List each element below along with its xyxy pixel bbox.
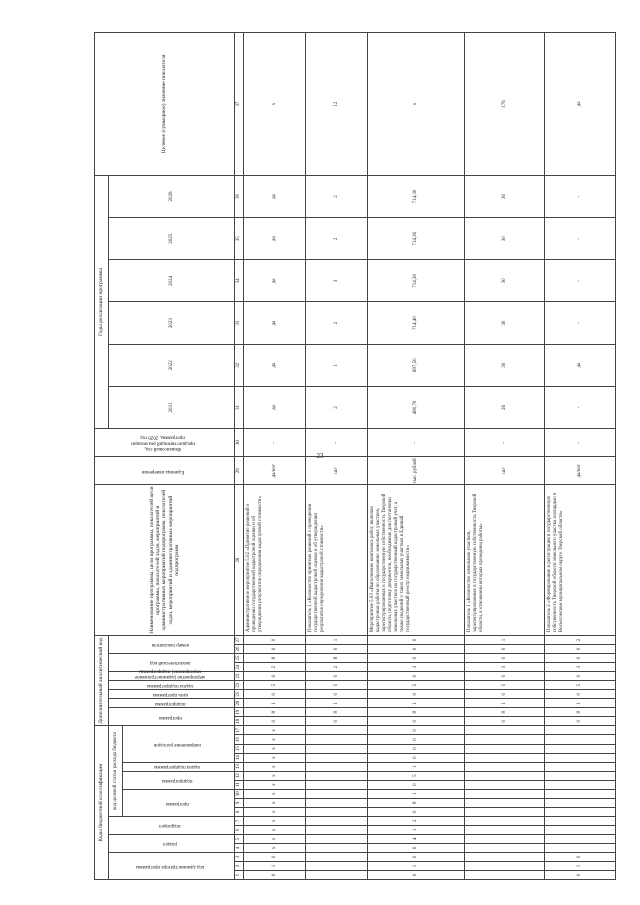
header-kbk: Коды бюджетной классификации [95,726,109,880]
year-value-cell: 30 [465,260,545,302]
code-cell [465,870,545,879]
code-cell: 0 [545,690,616,699]
column-number: 37 [235,33,244,176]
code-cell [465,780,545,789]
code-cell [545,807,616,816]
code-cell: 8 [306,708,368,717]
code-cell: 0 [244,852,306,861]
year-value-cell: 714,40 [368,302,465,344]
year-value-cell: да [244,302,306,344]
header-podrazdel: подраздел [109,816,235,834]
code-cell: 0 [244,645,306,654]
header-dop-nomer: номер показателя [109,635,235,653]
table-row [545,33,616,880]
column-number: 36 [235,175,244,217]
code-cell [465,834,545,843]
code-cell: x [244,816,306,825]
year-value-cell: 30 [465,344,545,386]
code-cell: 3 [465,663,545,672]
column-number: 22 [235,681,244,690]
year-value-cell: 1 [306,344,368,386]
header-fin-year: Финансовый год, предшествующий реализации программы, 2020 год [95,429,235,457]
indicator-name: Мероприятие 5.03 «Выполнение комплекса работ, включая кадастровые работы по образованию земельных участков, зарегистрированных в государственную собственность Тверской области, подготовку документов, необходимых для постановки земельных участков на государственный кадастровый учет, а также сведений о таких земельных участках в Единый государственный реестр недвижимости» [368,485,465,636]
code-cell: 8 [465,708,545,717]
code-cell: 0 [368,672,465,681]
code-cell [545,843,616,852]
code-cell: 0 [465,690,545,699]
column-numbers-row [235,33,244,880]
code-cell: 8 [545,708,616,717]
code-cell [465,825,545,834]
column-number: 26 [235,645,244,654]
code-cell: 2 [244,663,306,672]
column-number: 18 [235,717,244,726]
year-value-cell: да [244,260,306,302]
code-cell [465,789,545,798]
code-cell: 0 [244,717,306,726]
code-cell [465,753,545,762]
code-cell: x [244,744,306,753]
column-number: 2 [235,861,244,870]
header-dop-meropriyatie: мероприятие (административное мероприятие) подпрограммы [109,672,235,681]
year-value-cell: 490,70 [368,386,465,428]
code-cell: 0 [368,744,465,753]
year-value-cell: 30 [465,175,545,217]
code-cell: 0 [545,870,616,879]
year-value-cell: 714,30 [368,218,465,260]
unit-cell: да/нет [244,457,306,485]
code-cell [465,843,545,852]
code-cell [465,807,545,816]
code-cell: 2 [545,635,616,644]
code-cell [465,726,545,735]
code-cell: x [244,834,306,843]
year-value-cell: 30 [465,218,545,260]
code-cell: 8 [368,708,465,717]
code-cell: 8 [244,708,306,717]
table-row [465,33,545,880]
year-value-cell: 2 [306,302,368,344]
code-cell: 1 [368,762,465,771]
code-cell [545,825,616,834]
code-cell [465,762,545,771]
code-cell: 1 [465,699,545,708]
header-csr-napr: направление расходов [123,726,235,762]
column-number: 6 [235,825,244,834]
code-cell: 0 [244,870,306,879]
year-2021: 2021 [109,386,235,428]
code-cell: 0 [244,635,306,644]
column-number: 33 [235,302,244,344]
code-cell [545,798,616,807]
code-cell: 1 [306,699,368,708]
code-cell: 0 [368,645,465,654]
code-cell [306,861,368,870]
code-cell: 0 [545,717,616,726]
fin-year-cell: - [306,429,368,457]
year-value-cell: 697,50 [368,344,465,386]
code-cell: 0 [306,645,368,654]
code-cell: 2 [368,816,465,825]
code-cell: 0 [368,780,465,789]
code-cell: 3 [545,663,616,672]
code-cell: x [244,735,306,744]
header-csr: код целевой статьи расхода бюджета [109,726,123,816]
code-cell: 0 [368,690,465,699]
fin-year-cell: - [465,429,545,457]
fin-year-cell: - [545,429,616,457]
code-cell [545,762,616,771]
code-cell [306,798,368,807]
table-row [368,33,465,880]
year-value-cell: 2 [306,175,368,217]
code-cell: 0 [244,690,306,699]
code-cell [465,816,545,825]
code-cell [306,780,368,789]
column-number: 11 [235,780,244,789]
indicator-name: Показатель 1 «Количество принятых решений о проведении государственной кадастровой оценки и об утверждении результатов определения кадастровой стоимости» [306,485,368,636]
code-cell: 0 [306,672,368,681]
code-cell [465,798,545,807]
year-value-cell: 3 [306,260,368,302]
code-cell: 0 [465,654,545,663]
code-cell [306,744,368,753]
code-cell: 0 [545,852,616,861]
code-cell: 1 [368,789,465,798]
code-cell: 0 [465,645,545,654]
code-cell [465,744,545,753]
column-number: 7 [235,816,244,825]
code-cell: 0 [306,690,368,699]
code-cell: 1 [244,699,306,708]
column-number: 3 [235,852,244,861]
code-cell: 5 [306,681,368,690]
unit-cell: шт [306,457,368,485]
header-razdel: раздел [109,834,235,852]
code-cell [465,735,545,744]
code-cell [545,744,616,753]
code-cell: x [244,726,306,735]
header-dop-code: Дополнительный аналитический код [95,635,109,725]
year-value-cell: 714,30 [368,260,465,302]
code-cell: 8 [306,654,368,663]
code-cell: 0 [368,726,465,735]
column-number: 35 [235,218,244,260]
column-number: 28 [235,485,244,636]
code-cell: x [244,780,306,789]
year-value-cell: да [244,218,306,260]
code-cell: 1 [306,635,368,644]
year-value-cell: - [545,302,616,344]
code-cell [306,870,368,879]
code-cell: 0 [368,635,465,644]
year-2026: 2026 [109,175,235,217]
table-row [306,33,368,880]
year-value-cell: да [244,344,306,386]
column-number: 15 [235,744,244,753]
target-cell: да [545,33,616,176]
column-number: 8 [235,807,244,816]
code-cell: 5 [465,681,545,690]
code-cell: 0 [368,852,465,861]
fin-year-cell: - [244,429,306,457]
year-2022: 2022 [109,344,235,386]
column-number: 23 [235,672,244,681]
column-number: 24 [235,663,244,672]
code-cell [306,789,368,798]
year-value-cell: 2 [306,218,368,260]
year-value-cell: да [545,344,616,386]
fin-year-cell: - [368,429,465,457]
header-dop-cel: цель программы [109,690,235,699]
header-csr-podprogramma: подпрограмма [123,771,235,789]
code-cell: 1 [368,825,465,834]
year-2025: 2025 [109,218,235,260]
code-cell [306,771,368,780]
code-cell: x [244,798,306,807]
year-value-cell: - [545,386,616,428]
target-cell: х [244,33,306,176]
code-cell: 0 [465,717,545,726]
column-number: 17 [235,726,244,735]
code-cell: x [244,807,306,816]
year-2023: 2023 [109,302,235,344]
target-cell: 176 [465,33,545,176]
unit-cell: шт [465,457,545,485]
code-cell: 0 [545,645,616,654]
code-cell [545,735,616,744]
year-value-cell: 26 [465,386,545,428]
column-number: 10 [235,789,244,798]
header-name: Наименование программы, цели программы, показателей цели программы, показателей задач, мероприятий и административных мероприятий подпрограмм, показателей задач, мероприятий и административных мероприятий подпрограмм [95,485,235,636]
column-number: 16 [235,735,244,744]
code-cell [306,834,368,843]
indicator-name: Показатель 2 «Формирование и регистрация в государственную собственность Тверской области земельного участка площадью в Весьегонском муниципальном округе Тверской области» [545,485,616,636]
code-cell [465,771,545,780]
year-2024: 2024 [109,260,235,302]
rotated-table-wrapper [94,32,616,880]
header-csr-programma: программа [123,789,235,816]
code-cell [545,771,616,780]
code-cell: x [244,771,306,780]
column-number: 12 [235,771,244,780]
code-cell: 4 [368,834,465,843]
code-cell: 0 [244,672,306,681]
code-cell [306,735,368,744]
year-value-cell: 2 [306,386,368,428]
year-value-cell: - [545,218,616,260]
code-cell: 0 [465,672,545,681]
column-number: 1 [235,870,244,879]
code-cell [545,816,616,825]
column-number: 19 [235,708,244,717]
code-cell: 5 [545,681,616,690]
code-cell: 5 [368,771,465,780]
code-cell: 5 [244,681,306,690]
year-value-cell: 714,30 [368,175,465,217]
code-cell: 8 [368,798,465,807]
code-cell: 0 [368,654,465,663]
header-dop-zadacha: задача подпрограммы [109,681,235,690]
code-cell: 0 [368,843,465,852]
indicator-name: Показатель 1 «Количество земельных участков, зарегистрированных в государственную собственность Тверской области, в отношении которых проведены работы» [465,485,545,636]
unit-cell: тыс. рублей [368,457,465,485]
code-cell [465,861,545,870]
header-dop-analit: аналитический код [109,654,235,672]
code-cell: 0 [368,717,465,726]
code-cell: 1 [545,699,616,708]
code-cell: 1 [244,861,306,870]
page-number: 23 [316,452,324,460]
column-number: 4 [235,843,244,852]
code-cell [545,780,616,789]
code-cell [545,753,616,762]
code-cell: 1 [465,635,545,644]
code-cell: 5 [368,681,465,690]
code-cell [306,852,368,861]
header-target: Целевое (суммарное) значение показателя [95,33,235,176]
header-dop-programma: программа [109,708,235,726]
column-number: 25 [235,654,244,663]
code-cell: 0 [545,654,616,663]
table-row [244,33,306,880]
code-cell: x [244,825,306,834]
code-cell: 1 [368,699,465,708]
code-cell [545,789,616,798]
code-cell: 8 [244,654,306,663]
column-number: 34 [235,260,244,302]
year-value-cell: 30 [465,302,545,344]
header-admin: код администратора программы [109,852,235,879]
year-value-cell: - [545,175,616,217]
code-cell [545,726,616,735]
code-cell: 0 [368,735,465,744]
year-value-cell: да [244,386,306,428]
code-cell [465,852,545,861]
code-cell: 0 [545,672,616,681]
column-number: 30 [235,429,244,457]
code-cell: 1 [368,861,465,870]
target-cell: х [368,33,465,176]
code-cell: 1 [545,861,616,870]
code-cell [306,816,368,825]
code-cell [545,834,616,843]
column-number: 27 [235,635,244,644]
code-cell: 0 [368,870,465,879]
code-cell [306,807,368,816]
code-cell [306,726,368,735]
program-indicator-table [94,32,616,880]
code-cell: x [244,843,306,852]
header-dop-podprogramma: подпрограмма [109,699,235,708]
header-years: Годы реализации программы [95,175,109,428]
code-cell: 3 [368,663,465,672]
code-cell [306,753,368,762]
column-number: 21 [235,690,244,699]
header-csr-zadacha: задача подпрограммы [123,762,235,771]
code-cell: x [244,789,306,798]
column-number: 20 [235,699,244,708]
column-number: 9 [235,798,244,807]
indicator-name: Административное мероприятие 5.02 «Принятие решений о проведении государственной кадастровой оценки и об утверждении результатов определения кадастровой стоимости» [244,485,306,636]
code-cell: 0 [306,717,368,726]
column-number: 29 [235,457,244,485]
year-value-cell: да [244,175,306,217]
year-value-cell: - [545,260,616,302]
column-number: 13 [235,762,244,771]
column-number: 5 [235,834,244,843]
header-unit: Единица измерения [95,457,235,485]
code-cell: x [244,753,306,762]
code-cell: 0 [368,807,465,816]
code-cell: 2 [306,663,368,672]
column-number: 31 [235,386,244,428]
unit-cell: да/нет [545,457,616,485]
code-cell [306,825,368,834]
code-cell [306,843,368,852]
code-cell: 0 [368,753,465,762]
column-number: 32 [235,344,244,386]
code-cell [306,762,368,771]
target-cell: 12 [306,33,368,176]
code-cell: x [244,762,306,771]
column-number: 14 [235,753,244,762]
